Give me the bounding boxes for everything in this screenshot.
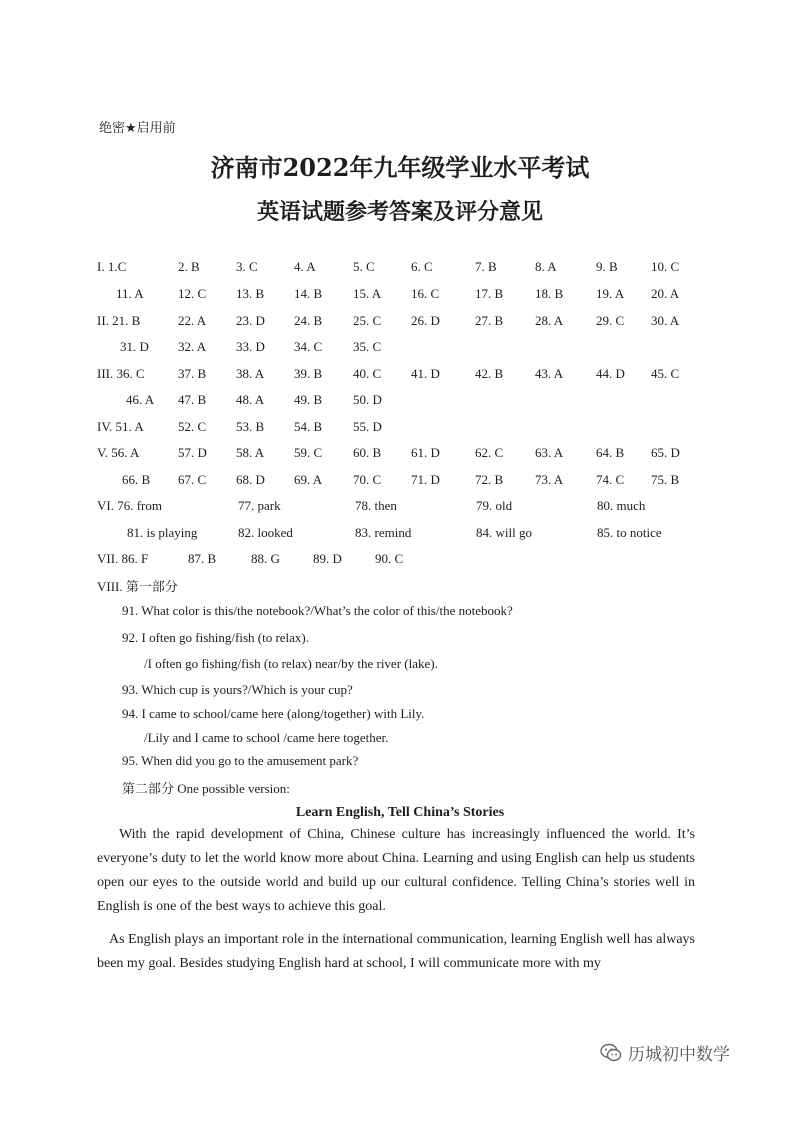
- answer-item: 45. C: [651, 366, 680, 381]
- essay-title: Learn English, Tell China’s Stories: [295, 805, 505, 820]
- answer-item: 44. D: [596, 366, 625, 381]
- answer-item: 49. B: [294, 392, 323, 407]
- answer-item: 14. B: [294, 286, 323, 301]
- answer-item: II. 21. B: [97, 313, 141, 328]
- answer-line: 第二部分 One possible version:: [122, 781, 290, 796]
- answer-item: 50. D: [353, 392, 382, 407]
- answer-item: IV. 51. A: [97, 419, 144, 434]
- answer-item: 84. will go: [476, 525, 532, 540]
- answer-item: 69. A: [294, 472, 323, 487]
- answer-item: 70. C: [353, 472, 382, 487]
- answer-item: 39. B: [294, 366, 323, 381]
- answer-item: 68. D: [236, 472, 265, 487]
- answer-item: 15. A: [353, 286, 382, 301]
- answer-item: 32. A: [178, 339, 207, 354]
- answer-item: 24. B: [294, 313, 323, 328]
- answer-item: 6. C: [411, 259, 433, 274]
- answer-item: 72. B: [475, 472, 504, 487]
- answer-item: 31. D: [120, 339, 149, 354]
- answer-item: 89. D: [313, 551, 342, 566]
- answer-item: 88. G: [251, 551, 280, 566]
- answer-item: 47. B: [178, 392, 207, 407]
- page-subtitle: 英语试题参考答案及评分意见: [256, 200, 543, 225]
- answer-item: 48. A: [236, 392, 265, 407]
- answer-item: 9. B: [596, 259, 618, 274]
- answer-item: 73. A: [535, 472, 564, 487]
- answer-item: 81. is playing: [127, 525, 198, 540]
- answer-item: 30. A: [651, 313, 680, 328]
- answer-item: 57. D: [178, 445, 207, 460]
- answer-item: 12. C: [178, 286, 207, 301]
- answer-item: 22. A: [178, 313, 207, 328]
- answer-item: 87. B: [188, 551, 217, 566]
- answer-item: 38. A: [236, 366, 265, 381]
- answer-item: 63. A: [535, 445, 564, 460]
- answer-line: /Lily and I came to school /came here together.: [144, 730, 389, 745]
- answer-item: 17. B: [475, 286, 504, 301]
- answer-item: 7. B: [475, 259, 497, 274]
- answer-line: 91. What color is this/the notebook?/What’s the color of this/the notebook?: [122, 603, 513, 618]
- answer-item: I. 1.C: [97, 259, 127, 274]
- answer-item: 59. C: [294, 445, 323, 460]
- answer-item: 20. A: [651, 286, 680, 301]
- page-title: 济南市2022年九年级学业水平考试: [210, 153, 590, 182]
- answer-item: 43. A: [535, 366, 564, 381]
- answer-item: 71. D: [411, 472, 440, 487]
- answer-item: 34. C: [294, 339, 323, 354]
- answer-item: 5. C: [353, 259, 375, 274]
- answer-item: VII. 86. F: [97, 551, 149, 566]
- answer-item: 4. A: [294, 259, 316, 274]
- answer-item: 75. B: [651, 472, 680, 487]
- answer-item: 55. D: [353, 419, 382, 434]
- answer-item: 58. A: [236, 445, 265, 460]
- answer-item: 54. B: [294, 419, 323, 434]
- answer-item: 82. looked: [238, 525, 293, 540]
- answer-item: 62. C: [475, 445, 504, 460]
- answer-item: 40. C: [353, 366, 382, 381]
- answer-item: 8. A: [535, 259, 557, 274]
- answer-item: 66. B: [122, 472, 151, 487]
- wechat-icon: [600, 1043, 622, 1063]
- answer-item: 25. C: [353, 313, 382, 328]
- answer-item: 13. B: [236, 286, 265, 301]
- answer-item: 37. B: [178, 366, 207, 381]
- answer-item: 26. D: [411, 313, 440, 328]
- answer-item: 35. C: [353, 339, 382, 354]
- answer-item: 10. C: [651, 259, 680, 274]
- answer-item: 23. D: [236, 313, 265, 328]
- answer-item: 18. B: [535, 286, 564, 301]
- answer-item: 64. B: [596, 445, 625, 460]
- answer-item: 16. C: [411, 286, 440, 301]
- answer-item: VI. 76. from: [97, 498, 162, 513]
- watermark-text: 历城初中数学: [628, 1045, 730, 1065]
- answer-item: 19. A: [596, 286, 625, 301]
- answer-item: 11. A: [116, 286, 144, 301]
- answer-line: /I often go fishing/fish (to relax) near/by the river (lake).: [144, 656, 438, 671]
- essay-paragraph: With the rapid development of China, Chinese culture has increasingly influenced the world. It’s everyone’s duty to let the world know more about China. Learning and using English can help us students open our eyes to the outside world and build up our cultural confidence. Telling China’s stories well in English is one of the best ways to achieve this goal.: [97, 827, 695, 914]
- answer-item: 85. to notice: [597, 525, 662, 540]
- answer-item: 83. remind: [355, 525, 412, 540]
- answer-item: 53. B: [236, 419, 265, 434]
- watermark: [600, 1040, 730, 1065]
- answer-item: V. 56. A: [97, 445, 140, 460]
- answer-line: 94. I came to school/came here (along/together) with Lily.: [122, 706, 425, 721]
- answer-item: 42. B: [475, 366, 504, 381]
- answer-item: 60. B: [353, 445, 382, 460]
- answer-item: 65. D: [651, 445, 680, 460]
- answer-line: 93. Which cup is yours?/Which is your cup?: [122, 682, 353, 697]
- answer-item: 29. C: [596, 313, 625, 328]
- answer-item: 78. then: [355, 498, 397, 513]
- answer-item: 46. A: [126, 392, 155, 407]
- answer-item: 2. B: [178, 259, 200, 274]
- essay-paragraph: As English plays an important role in the international communication, learning English well has always been my goal. Besides studying English hard at school, I will communicate more with my: [97, 932, 695, 971]
- answer-item: 3. C: [236, 259, 258, 274]
- answer-item: 61. D: [411, 445, 440, 460]
- answer-item: 80. much: [597, 498, 646, 513]
- answer-item: 33. D: [236, 339, 265, 354]
- answer-item: 79. old: [476, 498, 513, 513]
- answer-line: 92. I often go fishing/fish (to relax).: [122, 630, 310, 645]
- answer-item: 90. C: [375, 551, 404, 566]
- answer-item: 41. D: [411, 366, 440, 381]
- answer-item: 74. C: [596, 472, 625, 487]
- answer-item: 67. C: [178, 472, 207, 487]
- answer-item: III. 36. C: [97, 366, 145, 381]
- answer-item: 77. park: [238, 498, 281, 513]
- answer-item: 52. C: [178, 419, 207, 434]
- secret-label: 绝密★启用前: [99, 121, 176, 136]
- answer-item: 27. B: [475, 313, 504, 328]
- section-heading: VIII. 第一部分: [97, 579, 178, 594]
- answer-item: 28. A: [535, 313, 564, 328]
- answer-line: 95. When did you go to the amusement park?: [122, 753, 359, 768]
